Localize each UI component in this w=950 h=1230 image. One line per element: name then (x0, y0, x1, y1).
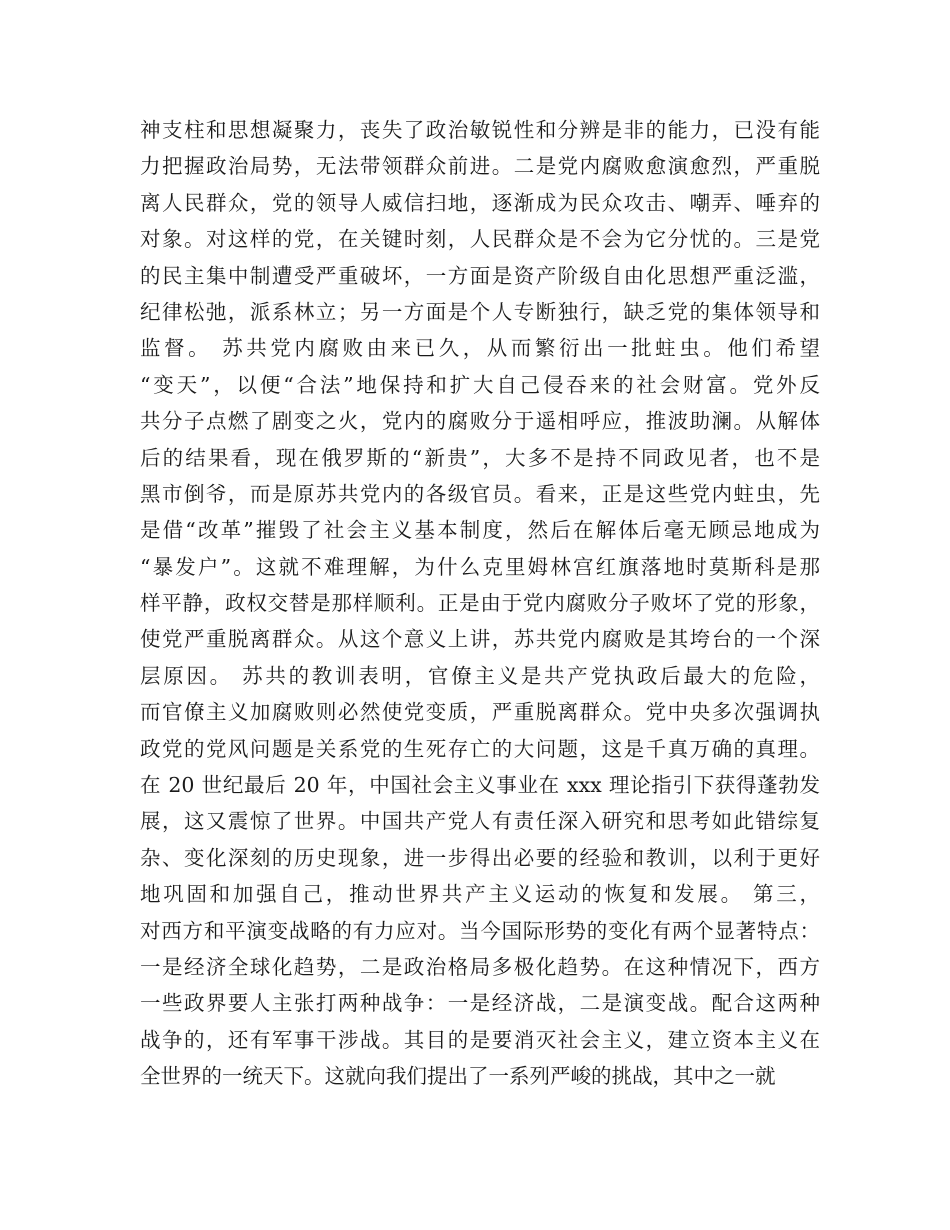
text-line: 地巩固和加强自己，推动世界共产主义运动的恢复和发展。 第三， (140, 882, 820, 907)
text-line: 后的结果看，现在俄罗斯的“新贵”，大多不是持不同政见者，也不是 (140, 445, 820, 470)
body-text (140, 112, 820, 1095)
text-line: 共分子点燃了剧变之火，党内的腐败分于遥相呼应，推波助澜。从解体 (140, 409, 820, 434)
text-line: 政党的党风问题是关系党的生死存亡的大问题，这是千真万确的真理。 (140, 736, 820, 761)
text-line: 使党严重脱离群众。从这个意义上讲，苏共党内腐败是其垮台的一个深 (140, 627, 820, 652)
text-line: “暴发户”。这就不难理解，为什么克里姆林宫红旗落地时莫斯科是那 (140, 554, 820, 579)
text-line: 杂、变化深刻的历史现象，进一步得出必要的经验和教训，以利于更好 (140, 845, 820, 870)
text-line: 黑市倒爷，而是原苏共党内的各级官员。看来，正是这些党内蛀虫，先 (140, 481, 820, 506)
text-line: “变天”，以便“合法”地保持和扩大自己侵吞来的社会财富。党外反 (140, 372, 820, 397)
text-line: 的民主集中制遭受严重破坏，一方面是资产阶级自由化思想严重泛滥， (140, 263, 820, 288)
text-line: 战争的，还有军事干涉战。其目的是要消灭社会主义，建立资本主义在 (140, 1027, 820, 1052)
text-line: 全世界的一统天下。这就向我们提出了一系列严峻的挑战，其中之一就 (140, 1064, 776, 1089)
text-line: 离人民群众，党的领导人威信扫地，逐渐成为民众攻击、嘲弄、唾弃的 (140, 190, 820, 215)
text-line: 而官僚主义加腐败则必然使党变质，严重脱离群众。党中央多次强调执 (140, 700, 820, 725)
text-line: 一是经济全球化趋势，二是政治格局多极化趋势。在这种情况下，西方 (140, 954, 820, 979)
text-line: 在 20 世纪最后 20 年，中国社会主义事业在 xxx 理论指引下获得蓬勃发 (140, 773, 820, 798)
text-line: 一些政界要人主张打两种战争：一是经济战，二是演变战。配合这两种 (140, 991, 820, 1016)
text-line: 监督。 苏共党内腐败由来已久，从而繁衍出一批蛀虫。他们希望 (140, 336, 820, 361)
text-line: 对西方和平演变战略的有力应对。当今国际形势的变化有两个显著特点： (140, 918, 820, 943)
text-line: 神支柱和思想凝聚力，丧失了政治敏锐性和分辨是非的能力，已没有能 (140, 118, 820, 142)
text-line: 层原因。 苏共的教训表明，官僚主义是共产党执政后最大的危险， (140, 663, 820, 688)
text-line: 纪律松弛，派系林立；另一方面是个人专断独行，缺乏党的集体领导和 (140, 299, 820, 324)
text-line: 是借“改革”摧毁了社会主义基本制度，然后在解体后毫无顾忌地成为 (140, 518, 820, 543)
text-line: 对象。对这样的党，在关键时刻，人民群众是不会为它分忧的。三是党 (140, 227, 820, 252)
text-line: 展，这又震惊了世界。中国共产党人有责任深入研究和思考如此错综复 (140, 809, 820, 834)
text-line: 力把握政治局势，无法带领群众前进。二是党内腐败愈演愈烈，严重脱 (140, 154, 820, 179)
text-line: 样平静，政权交替是那样顺利。正是由于党内腐败分子败坏了党的形象， (140, 591, 820, 616)
